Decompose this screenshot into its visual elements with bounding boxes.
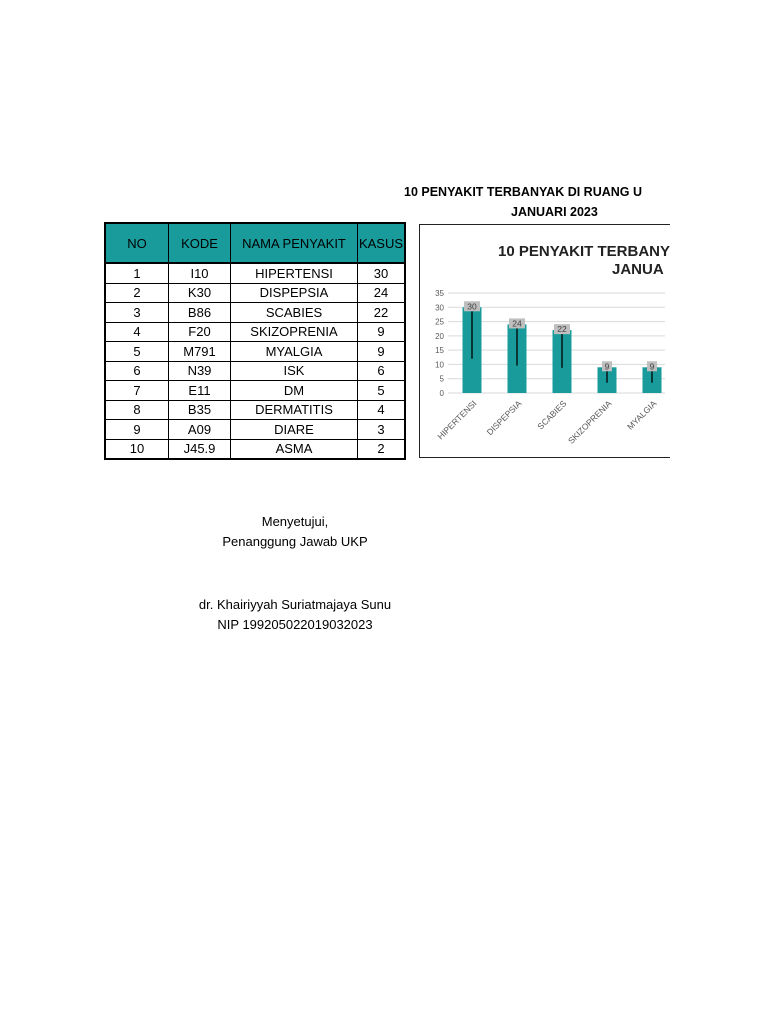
approver-nip: NIP 199205022019032023 [217,617,373,632]
table-row [105,439,405,459]
page-title-line-2: JANUARI 2023 [511,205,598,219]
cell-no: 6 [105,361,169,381]
cell-kasus: 3 [358,420,406,440]
cell-no: 9 [105,420,169,440]
cell-kode: F20 [169,322,231,342]
cell-kode: B86 [169,303,231,323]
y-tick-label: 5 [439,374,444,384]
cell-nama: DERMATITIS [231,400,358,420]
x-tick-label: MYALGIA [625,398,659,432]
cell-kode: A09 [169,420,231,440]
x-tick-label: DISPEPSIA [484,398,524,438]
cell-kasus: 5 [358,381,406,401]
y-tick-label: 10 [435,360,444,370]
table-row [105,342,405,362]
cell-kasus: 30 [358,263,406,283]
y-tick-label: 25 [435,317,444,327]
cell-kode: B35 [169,400,231,420]
data-label: 24 [512,318,522,329]
cell-kasus: 2 [358,439,406,459]
cell-kode: I10 [169,263,231,283]
table-row [105,381,405,401]
approver-position: Penanggung Jawab UKP [222,534,368,549]
approval-label: Menyetujui, [261,514,329,529]
y-tick-label: 0 [439,389,444,398]
page-title [404,182,664,224]
cell-nama: SCABIES [231,303,358,323]
approver-name: dr. Khairiyyah Suriatmajaya Sunu [198,597,392,612]
y-tick-label: 15 [435,346,444,356]
table-row [105,263,405,283]
table-row [105,322,405,342]
header-nama-penyakit: NAMA PENYAKIT [231,223,358,263]
cell-nama: ASMA [231,439,358,459]
cell-kasus: 24 [358,283,406,303]
page-title-line-1: 10 PENYAKIT TERBANYAK DI RUANG U [404,185,643,199]
data-label: 30 [467,301,477,312]
table-row [105,420,405,440]
data-label: 9 [649,361,655,372]
cell-no: 1 [105,263,169,283]
chart-title-line-1: 10 PENYAKIT TERBANY [498,243,670,260]
cell-no: 4 [105,322,169,342]
bar-chart [419,224,670,458]
cell-no: 8 [105,400,169,420]
cell-no: 2 [105,283,169,303]
header-kode: KODE [169,223,231,263]
x-tick-label: HIPERTENSI [435,398,479,442]
cell-kode: J45.9 [169,439,231,459]
table-row [105,361,405,381]
cell-kode: N39 [169,361,231,381]
cell-no: 5 [105,342,169,362]
x-tick-label: SKIZOPRENIA [565,398,614,446]
y-tick-label: 30 [435,303,444,313]
cell-no: 10 [105,439,169,459]
cell-kode: E11 [169,381,231,401]
cell-kasus: 22 [358,303,406,323]
header-no: NO [105,223,169,263]
cell-nama: DM [231,381,358,401]
cell-nama: DIARE [231,420,358,440]
cell-nama: DISPEPSIA [231,283,358,303]
table-header-row [105,223,405,263]
cell-kode: M791 [169,342,231,362]
x-tick-label: SCABIES [535,398,569,432]
chart-title-line-2: JANUA [612,261,664,278]
bar-chart-svg [420,225,670,457]
cell-kasus: 9 [358,342,406,362]
data-label: 22 [557,324,567,335]
cell-nama: HIPERTENSI [231,263,358,283]
cell-kasus: 4 [358,400,406,420]
cell-nama: ISK [231,361,358,381]
header-kasus: KASUS [358,223,406,263]
cell-nama: MYALGIA [231,342,358,362]
cell-no: 3 [105,303,169,323]
data-label: 9 [604,361,610,372]
cell-kasus: 9 [358,322,406,342]
table-row [105,283,405,303]
y-tick-label: 35 [435,289,444,298]
y-tick-label: 20 [435,331,444,341]
cell-no: 7 [105,381,169,401]
cell-kasus: 6 [358,361,406,381]
cell-nama: SKIZOPRENIA [231,322,358,342]
disease-table [104,222,406,460]
cell-kode: K30 [169,283,231,303]
table-row [105,303,405,323]
table-row [105,400,405,420]
